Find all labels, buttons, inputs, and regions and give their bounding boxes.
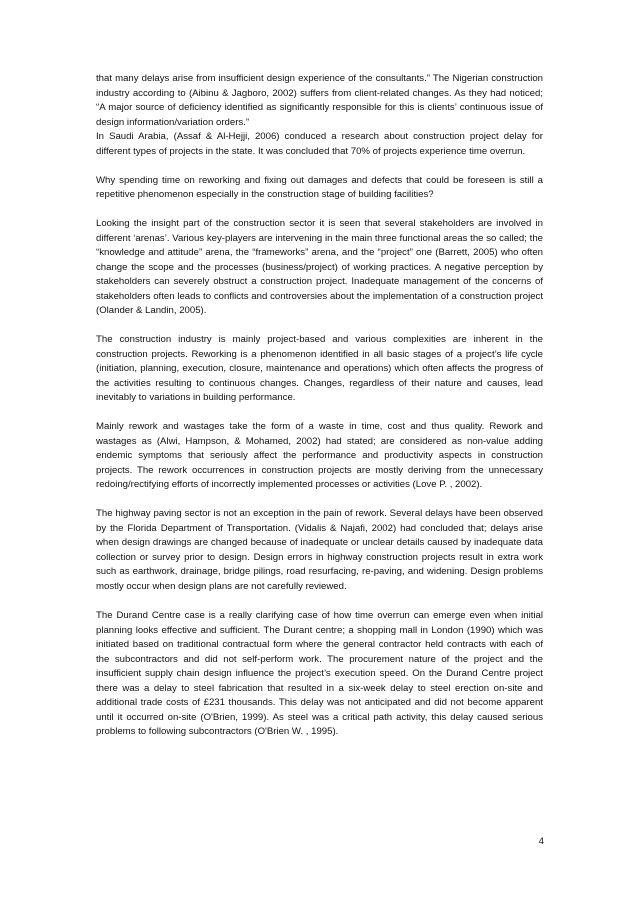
paragraph-1-line-1: that many delays arise from insufficient design experience of the consultants.” The Nigerian construction industry according to (Aibinu & Jagboro, 2002) suffers from client-related changes. As they had noticed; “A major source of deficiency identified as significantly responsible for this is clients’ continuous issue of design information/variation orders.” — [96, 73, 543, 128]
paragraph-3 — [96, 217, 543, 319]
paragraph-6 — [96, 507, 543, 594]
paragraph-1-line-2: In Saudi Arabia, (Assaf & Al-Hejji, 2006) conduced a research about construction project delay for different types of projects in the state. It was concluded that 70% of projects experience time overrun. — [96, 131, 543, 157]
paragraph-7-line-1: The Durand Centre case is a really clarifying case of how time overrun can emerge even when initial planning looks effective and sufficient. The Durant centre; a shopping mall in London (1990) which was initiated based on traditional contractual form where the general contractor held contracts with each of the subcontractors and did not self-perform work. The procurement nature of the project and the insufficient supply chain design influence the project’s execution speed. On the Durand Centre project there was a delay to steel fabrication that resulted in a six-week delay to steel erection on-site and additional trade costs of £231 thousands. This delay was not anticipated and did not become apparent until it occurred on-site (O'Brien, 1999). As steel was a critical path activity, this delay caused serious problems to following subcontractors (O'Brien W. , 1995). — [96, 610, 543, 738]
paragraph-6-line-1: The highway paving sector is not an exception in the pain of rework. Several delays have been observed by the Florida Department of Transportation. (Vidalis & Najafi, 2002) had concluded that; delays arise when design drawings are changed because of inadequate or unclear details caused by inadequate data collection or survey prior to design. Design errors in highway construction projects result in extra work such as earthwork, drainage, bridge pilings, road resurfacing, re-paving, and widening. Design problems mostly occur when design plans are not carefully reviewed. — [96, 508, 543, 592]
paragraph-7 — [96, 609, 543, 740]
paragraph-4 — [96, 333, 543, 406]
page-number: 4 — [538, 836, 544, 847]
paragraph-5-line-1: Mainly rework and wastages take the form of a waste in time, cost and thus quality. Rework and wastages as (Alwi, Hampson, & Mohamed, 2002) had stated; are considered as non-value adding endemic symptoms that seriously affect the performance and productivity aspects in construction projects. The rework occurrences in construction projects are mostly deriving from the unnecessary redoing/rectifying efforts of incorrectly implemented processes or activities (Love P. , 2002). — [96, 421, 543, 491]
paragraph-5 — [96, 420, 543, 493]
paragraph-2 — [96, 174, 543, 203]
paragraph-1 — [96, 72, 543, 159]
paragraph-2-line-1: Why spending time on reworking and fixing out damages and defects that could be foreseen is still a repetitive phenomenon especially in the construction stage of building facilities? — [96, 174, 543, 201]
paragraph-4-line-1: The construction industry is mainly project-based and various complexities are inherent in the construction projects. Reworking is a phenomenon identified in all basic stages of a project’s life cycle (initiation, planning, execution, closure, maintenance and operations) which often affects the progress of the activities resulting to continuous changes. Changes, regardless of their nature and causes, lead inevitably to variations in building performance. — [96, 334, 543, 404]
body-text — [96, 72, 543, 754]
paragraph-3-line-1: Looking the insight part of the construction sector it is seen that several stakeholders are involved in different ‘arenas’. Various key-players are intervening in the main three functional areas the so called; the “knowledge and attitude” arena, the “frameworks” arena, and the “project” one (Barrett, 2005) who often change the scope and the processes (business/project) of working practices. A negative perception by stakeholders can severely obstruct a construction project. Inadequate management of the concerns of stakeholders often leads to conflicts and controversies about the implementation of a construction project (Olander & Landin, 2005). — [96, 218, 543, 317]
